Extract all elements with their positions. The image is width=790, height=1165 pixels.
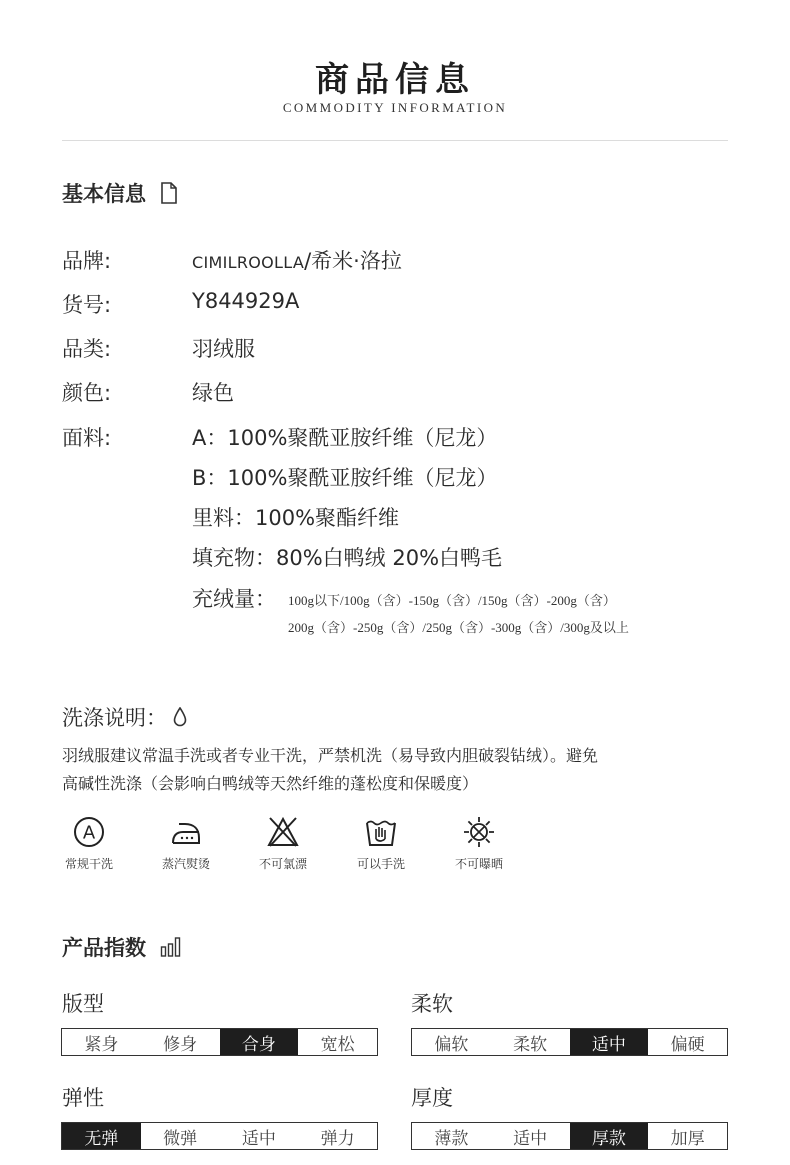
hand-wash-icon <box>336 815 426 849</box>
page-title: 商品信息 <box>315 60 475 100</box>
basic-info-title: 基本信息 <box>62 182 146 206</box>
fill-amount-line-2: 200g（含）-250g（含）/250g（含）-300g（含）/300g及以上 <box>288 620 629 635</box>
no-sun-dry-icon <box>434 815 524 849</box>
category-label: 品类: <box>62 337 112 361</box>
care-steam-iron <box>141 815 231 872</box>
no-bleach-icon <box>238 815 328 849</box>
elasticity-option: 弹力 <box>298 1123 377 1149</box>
item-no-label: 货号: <box>62 293 112 317</box>
brand-latin: CIMILROOLLA <box>192 253 305 272</box>
washing-title: 洗涤说明： <box>62 706 167 730</box>
washing-text-line-1: 羽绒服建议常温手洗或者专业干洗，严禁机洗（易导致内胆破裂钻绒）。避免 <box>62 746 599 765</box>
care-dry-clean <box>44 815 134 872</box>
fit-option: 合身 <box>220 1029 299 1055</box>
thickness-option: 适中 <box>491 1123 570 1149</box>
bar-chart-icon <box>160 936 182 958</box>
thickness-option: 薄款 <box>412 1123 491 1149</box>
washing-text <box>62 742 728 798</box>
page-subtitle: COMMODITY INFORMATION <box>282 100 508 115</box>
svg-text:A: A <box>82 822 96 844</box>
filling: 填充物：80%白鸭绒 20%白鸭毛 <box>192 546 503 570</box>
dry-clean-a-icon <box>44 815 134 849</box>
care-label: 不可氯漂 <box>258 857 307 871</box>
thickness-option: 厚款 <box>570 1123 649 1149</box>
softness-option: 柔软 <box>491 1029 570 1055</box>
softness-option: 偏软 <box>412 1029 491 1055</box>
care-label: 常规干洗 <box>64 857 113 871</box>
brand-label: 品牌: <box>62 249 112 273</box>
thickness-title: 厚度 <box>411 1086 453 1110</box>
care-no-bleach <box>238 815 328 872</box>
softness-option: 偏硬 <box>648 1029 727 1055</box>
category-value: 羽绒服 <box>192 337 255 361</box>
care-label: 蒸汽熨烫 <box>161 857 210 871</box>
fit-scale <box>61 1028 378 1056</box>
care-hand-wash <box>336 815 426 872</box>
washing-text-line-2: 高碱性洗涤（会影响白鸭绒等天然纤维的蓬松度和保暖度） <box>62 774 479 793</box>
elasticity-title: 弹性 <box>62 1086 104 1110</box>
fill-amount-line-1: 100g以下/100g（含）-150g（含）/150g（含）-200g（含） <box>288 593 616 608</box>
item-no-value: Y844929A <box>192 289 300 313</box>
fabric-a: A：100%聚酰亚胺纤维（尼龙） <box>192 426 498 450</box>
product-index-title: 产品指数 <box>62 936 146 960</box>
elasticity-option: 无弹 <box>62 1123 141 1149</box>
lining: 里料：100%聚酯纤维 <box>192 506 400 530</box>
water-drop-icon <box>173 707 187 727</box>
fit-option: 宽松 <box>298 1029 377 1055</box>
color-label: 颜色: <box>62 381 112 405</box>
softness-title: 柔软 <box>411 992 453 1016</box>
product-index-heading <box>62 932 182 962</box>
header-divider <box>62 140 728 141</box>
color-value: 绿色 <box>192 381 234 405</box>
fabric-label: 面料: <box>62 426 112 450</box>
care-label: 可以手洗 <box>356 857 405 871</box>
care-label: 不可曝晒 <box>454 857 503 871</box>
fit-option: 修身 <box>141 1029 220 1055</box>
elasticity-option: 微弹 <box>141 1123 220 1149</box>
softness-scale <box>411 1028 728 1056</box>
fit-title: 版型 <box>62 992 104 1016</box>
fabric-b: B：100%聚酰亚胺纤维（尼龙） <box>192 466 498 490</box>
brand-value <box>192 245 402 275</box>
elasticity-scale <box>61 1122 378 1150</box>
fill-amount-label: 充绒量： <box>192 587 276 611</box>
care-no-sun <box>434 815 524 872</box>
softness-option: 适中 <box>570 1029 649 1055</box>
thickness-scale <box>411 1122 728 1150</box>
thickness-option: 加厚 <box>648 1123 727 1149</box>
steam-iron-icon <box>141 815 231 849</box>
washing-heading <box>62 702 187 732</box>
elasticity-option: 适中 <box>220 1123 299 1149</box>
document-icon <box>160 182 178 204</box>
basic-info-heading <box>62 178 178 208</box>
brand-cn: /希米·洛拉 <box>304 249 402 273</box>
fit-option: 紧身 <box>62 1029 141 1055</box>
